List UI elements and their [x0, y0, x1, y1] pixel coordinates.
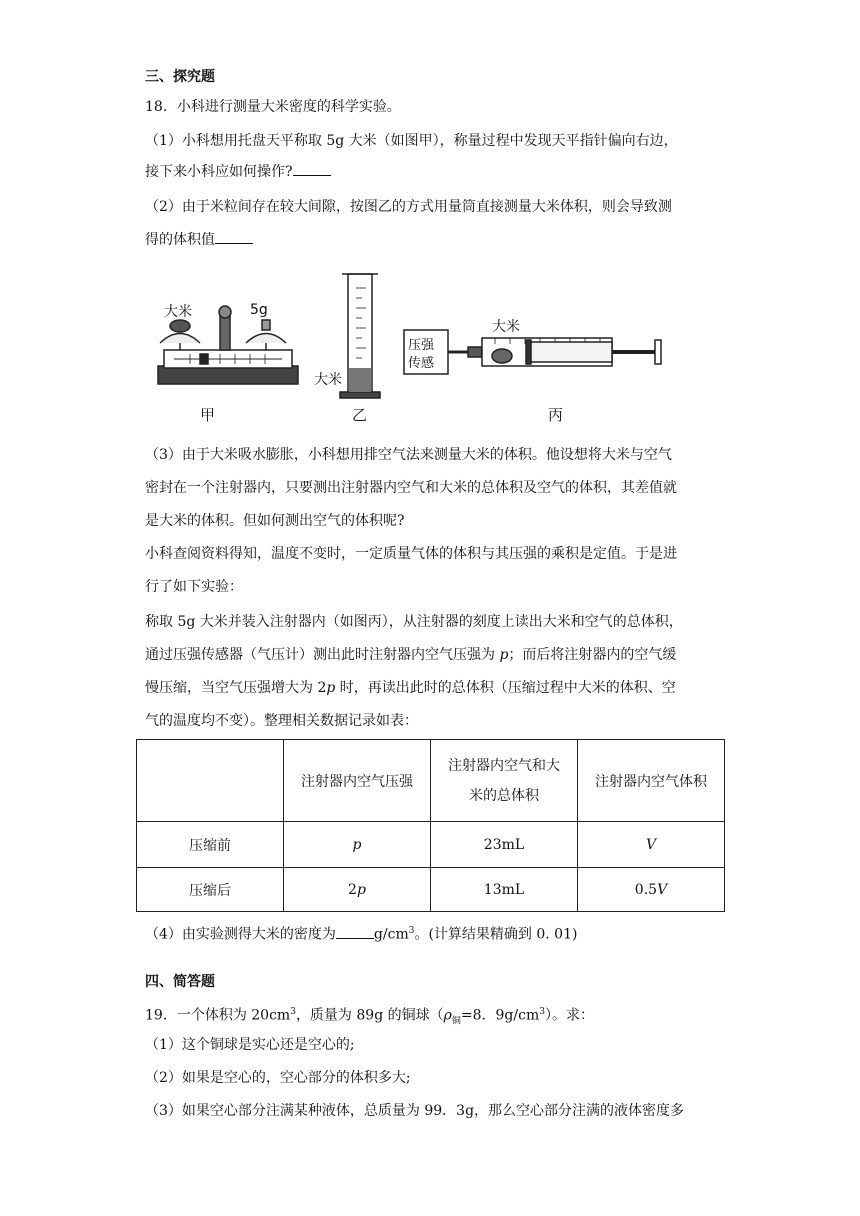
- rice-in-syringe: [492, 349, 512, 363]
- table-cell: 压缩后: [137, 868, 284, 912]
- var-p: p: [499, 647, 509, 663]
- cell-value: p: [356, 881, 366, 898]
- q18-p3-line7: [145, 645, 676, 665]
- answer-blank-2: [215, 230, 253, 244]
- section3-title: 三、探究题: [145, 69, 215, 85]
- table-row: [137, 868, 725, 912]
- table-cell: 13mL: [431, 868, 578, 912]
- syringe-rice-label: 大米: [492, 319, 520, 335]
- caption-bing: 丙: [548, 406, 564, 424]
- rho-symbol: ρ: [443, 1007, 452, 1024]
- q18-p4-post: 。(计算结果精确到 0. 01): [414, 926, 578, 943]
- q19-stem-pre: 19．一个体积为 20cm: [145, 1007, 291, 1024]
- sensor-label-2: 传感: [408, 356, 435, 371]
- table-cell: [578, 868, 725, 912]
- q18-p4-sup: 3: [408, 926, 415, 936]
- q18-p3-line8-pre: 慢压缩，当空气压强增大为 2: [145, 680, 327, 696]
- cylinder-rice-label: 大米: [314, 372, 342, 388]
- weight-5g: [262, 320, 270, 330]
- q18-p3-line8-post: 时，再读出此时的总体积（压缩过程中大米的体积、空: [335, 680, 676, 696]
- q18-p3-line5: 行了如下实验：: [145, 579, 243, 595]
- q18-p3-line1: （3）由于大米吸水膨胀，小科想用排空气法来测量大米的体积。他设想将大米与空气: [145, 447, 672, 463]
- table-header-line1: 注射器内空气和大: [448, 757, 560, 774]
- rice-pile: [170, 320, 190, 332]
- q18-p1-line1: （1）小科想用托盘天平称取 5g 大米（如图甲），称量过程中发现天平指针偏向右边，: [145, 133, 678, 149]
- var-p: p: [326, 680, 336, 696]
- q19-stem-post: ）。求：: [544, 1007, 594, 1024]
- rho-subscript: 铜: [451, 1016, 461, 1027]
- q18-p1-line2: [145, 162, 331, 182]
- q19-sup: 3: [539, 1007, 545, 1017]
- rice-in-cylinder: [349, 368, 371, 392]
- q18-p4: [145, 921, 577, 945]
- q18-p3-line9: 气的温度均不变）。整理相关数据记录如表：: [145, 713, 418, 729]
- right-pan: [246, 334, 286, 344]
- cell-value: 0.5: [634, 881, 658, 898]
- table-header-cell: 注射器内空气体积: [578, 740, 725, 822]
- table-cell: [284, 868, 431, 912]
- table-header-cell: [137, 740, 284, 822]
- syringe-figure: [404, 330, 661, 374]
- q18-p2-line1: （2）由于米粒间存在较大间隙，按图乙的方式用量筒直接测量大米体积，则会导致测: [145, 199, 672, 215]
- q18-p4-pre: （4）由实验测得大米的密度为: [145, 926, 336, 943]
- q19-stem-mid: ，质量为 89g 的铜球（: [295, 1007, 444, 1024]
- section4-title: 四、简答题: [145, 974, 215, 990]
- q19-sub2: （2）如果是空心的，空心部分的体积多大;: [145, 1070, 411, 1086]
- answer-blank-3: [336, 925, 374, 939]
- table-cell: 压缩前: [137, 822, 284, 868]
- balance-rice-label: 大米: [164, 304, 192, 320]
- table-header-line2: 米的总体积: [469, 787, 539, 804]
- table-cell: [284, 822, 431, 868]
- table-row: [137, 822, 725, 868]
- q18-p3-line4: 小科查阅资料得知，温度不变时，一定质量气体的体积与其压强的乘积是定值。于是进: [145, 546, 677, 562]
- q18-p1-text: 接下来小科应如何操作?: [145, 164, 293, 180]
- q18-p3-line2: 密封在一个注射器内，只要测出注射器内空气和大米的总体积及空气的体积，其差值就: [145, 480, 677, 496]
- q19-sub3: （3）如果空心部分注满某种液体，总质量为 99．3g，那么空心部分注满的液体密度多: [145, 1103, 685, 1119]
- q19-stem-val: =8．9g/cm: [460, 1007, 540, 1024]
- q19-stem: [145, 1002, 594, 1031]
- q18-p3-line7-post: ；而后将注射器内的空气缓: [508, 647, 677, 663]
- data-table: [136, 739, 725, 912]
- cell-value: p: [352, 836, 362, 853]
- answer-blank-1: [293, 162, 331, 176]
- table-cell: 23mL: [431, 822, 578, 868]
- table-header-cell: [431, 740, 578, 822]
- table-header-row: [137, 740, 725, 822]
- left-pan: [160, 334, 200, 344]
- caption-jia: 甲: [200, 406, 216, 424]
- q18-p3-line8: [145, 678, 676, 698]
- cylinder-figure: [340, 274, 380, 398]
- table-header-cell: 注射器内空气压强: [284, 740, 431, 822]
- q18-p4-unit: g/cm: [373, 926, 409, 943]
- cell-value: 2: [348, 881, 357, 898]
- q18-p3-line7-pre: 通过压强传感器（气压计）测出此时注射器内空气压强为: [145, 647, 500, 663]
- table-cell: [578, 822, 725, 868]
- cell-value: V: [657, 881, 668, 898]
- caption-yi: 乙: [352, 406, 368, 424]
- experiment-figures: [150, 268, 690, 438]
- q19-sub1: （1）这个铜球是实心还是空心的;: [145, 1037, 355, 1053]
- q18-p3-line6: 称取 5g 大米并装入注射器内（如图丙），从注射器的刻度上读出大米和空气的总体积，: [145, 614, 683, 630]
- q19-sup: 3: [290, 1007, 296, 1017]
- balance-weight-label: 5g: [250, 302, 268, 318]
- q18-stem: 18．小科进行测量大米密度的科学实验。: [145, 99, 401, 115]
- q18-p3-line3: 是大米的体积。但如何测出空气的体积呢?: [145, 513, 405, 529]
- q18-p2-text: 得的体积值: [145, 232, 215, 248]
- q18-p2-line2: [145, 230, 253, 250]
- sensor-label-1: 压强: [408, 338, 435, 353]
- cell-value: V: [645, 836, 657, 853]
